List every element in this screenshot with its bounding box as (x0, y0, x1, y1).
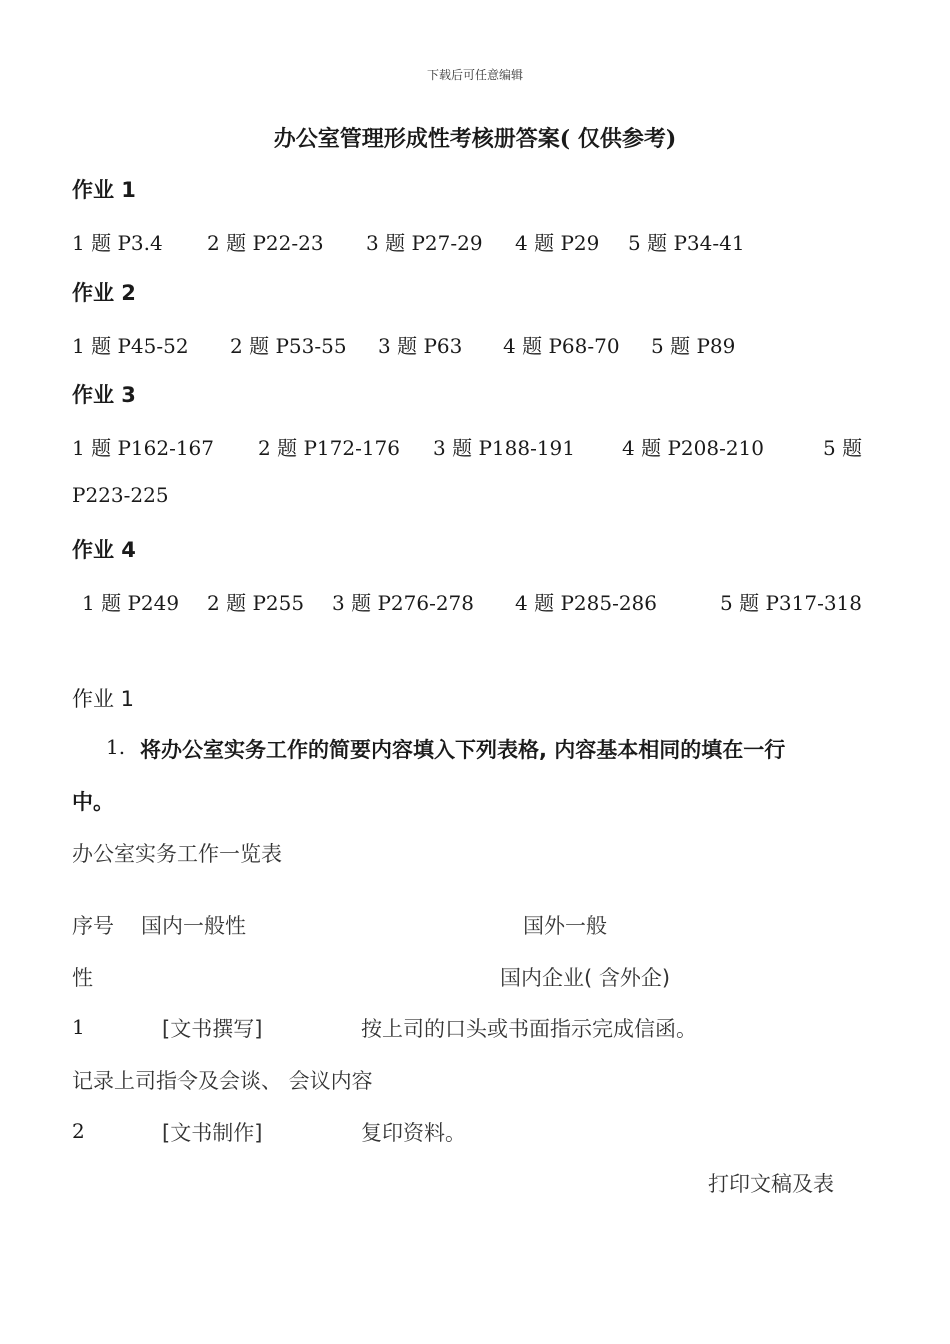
hw2-item-5: 5 题 P89 (651, 334, 736, 358)
hw2-item-4: 4 题 P68-70 (503, 334, 620, 358)
table-row-2-content: 复印资料。 (361, 1121, 466, 1145)
question-text-line2: 中。 (72, 790, 114, 814)
section-heading: 作业 1 (72, 687, 135, 711)
table-row-1-extra: 记录上司指令及会谈、 会议内容 (72, 1069, 373, 1093)
hw3-item-4: 4 题 P208-210 (622, 436, 765, 460)
hw3-item-5: 5 题 (823, 436, 863, 460)
column-domestic-enterprise: 国内企业( 含外企) (500, 966, 671, 990)
document-title: 办公室管理形成性考核册答案( 仅供参考) (273, 126, 677, 152)
hw1-item-3: 3 题 P27-29 (366, 231, 483, 255)
hw2-item-1: 1 题 P45-52 (72, 334, 189, 358)
table-title: 办公室实务工作一览表 (72, 842, 282, 866)
question-number: 1. (106, 735, 126, 759)
hw3-item-5-continuation: P223-225 (72, 483, 169, 507)
question-text-line1: 将办公室实务工作的简要内容填入下列表格, 内容基本相同的填在一行 (140, 738, 786, 762)
hw1-item-2: 2 题 P22-23 (207, 231, 324, 255)
hw1-item-1: 1 题 P3.4 (72, 231, 163, 255)
hw4-item-2: 2 题 P255 (207, 591, 305, 615)
hw3-item-2: 2 题 P172-176 (258, 436, 401, 460)
column-foreign-general: 国外一般 (523, 914, 607, 938)
hw4-item-5: 5 题 P317-318 (720, 591, 863, 615)
table-row-1-category: [文书撰写] (162, 1017, 263, 1041)
table-row-2-category: [文书制作] (162, 1121, 263, 1145)
table-row-2-extra: 打印文稿及表 (708, 1172, 834, 1196)
homework-4-heading: 作业 4 (72, 538, 136, 562)
hw4-item-4: 4 题 P285-286 (515, 591, 658, 615)
table-row-2-number: 2 (72, 1119, 85, 1143)
hw1-item-4: 4 题 P29 (515, 231, 600, 255)
column-foreign-general-wrap: 性 (72, 966, 93, 990)
hw3-item-3: 3 题 P188-191 (433, 436, 576, 460)
column-domestic-general: 国内一般性 (141, 914, 246, 938)
hw3-item-1: 1 题 P162-167 (72, 436, 215, 460)
hw1-item-5: 5 题 P34-41 (628, 231, 745, 255)
hw2-item-2: 2 题 P53-55 (230, 334, 347, 358)
hw2-item-3: 3 题 P63 (378, 334, 463, 358)
table-row-1-number: 1 (72, 1015, 85, 1039)
column-sequence: 序号 (72, 914, 114, 938)
homework-2-heading: 作业 2 (72, 281, 136, 305)
homework-1-heading: 作业 1 (72, 178, 136, 202)
hw4-item-3: 3 题 P276-278 (332, 591, 475, 615)
hw4-item-1: 1 题 P249 (82, 591, 180, 615)
homework-3-heading: 作业 3 (72, 383, 136, 407)
table-row-1-content: 按上司的口头或书面指示完成信函。 (361, 1017, 697, 1041)
header-note: 下载后可任意编辑 (426, 68, 523, 82)
